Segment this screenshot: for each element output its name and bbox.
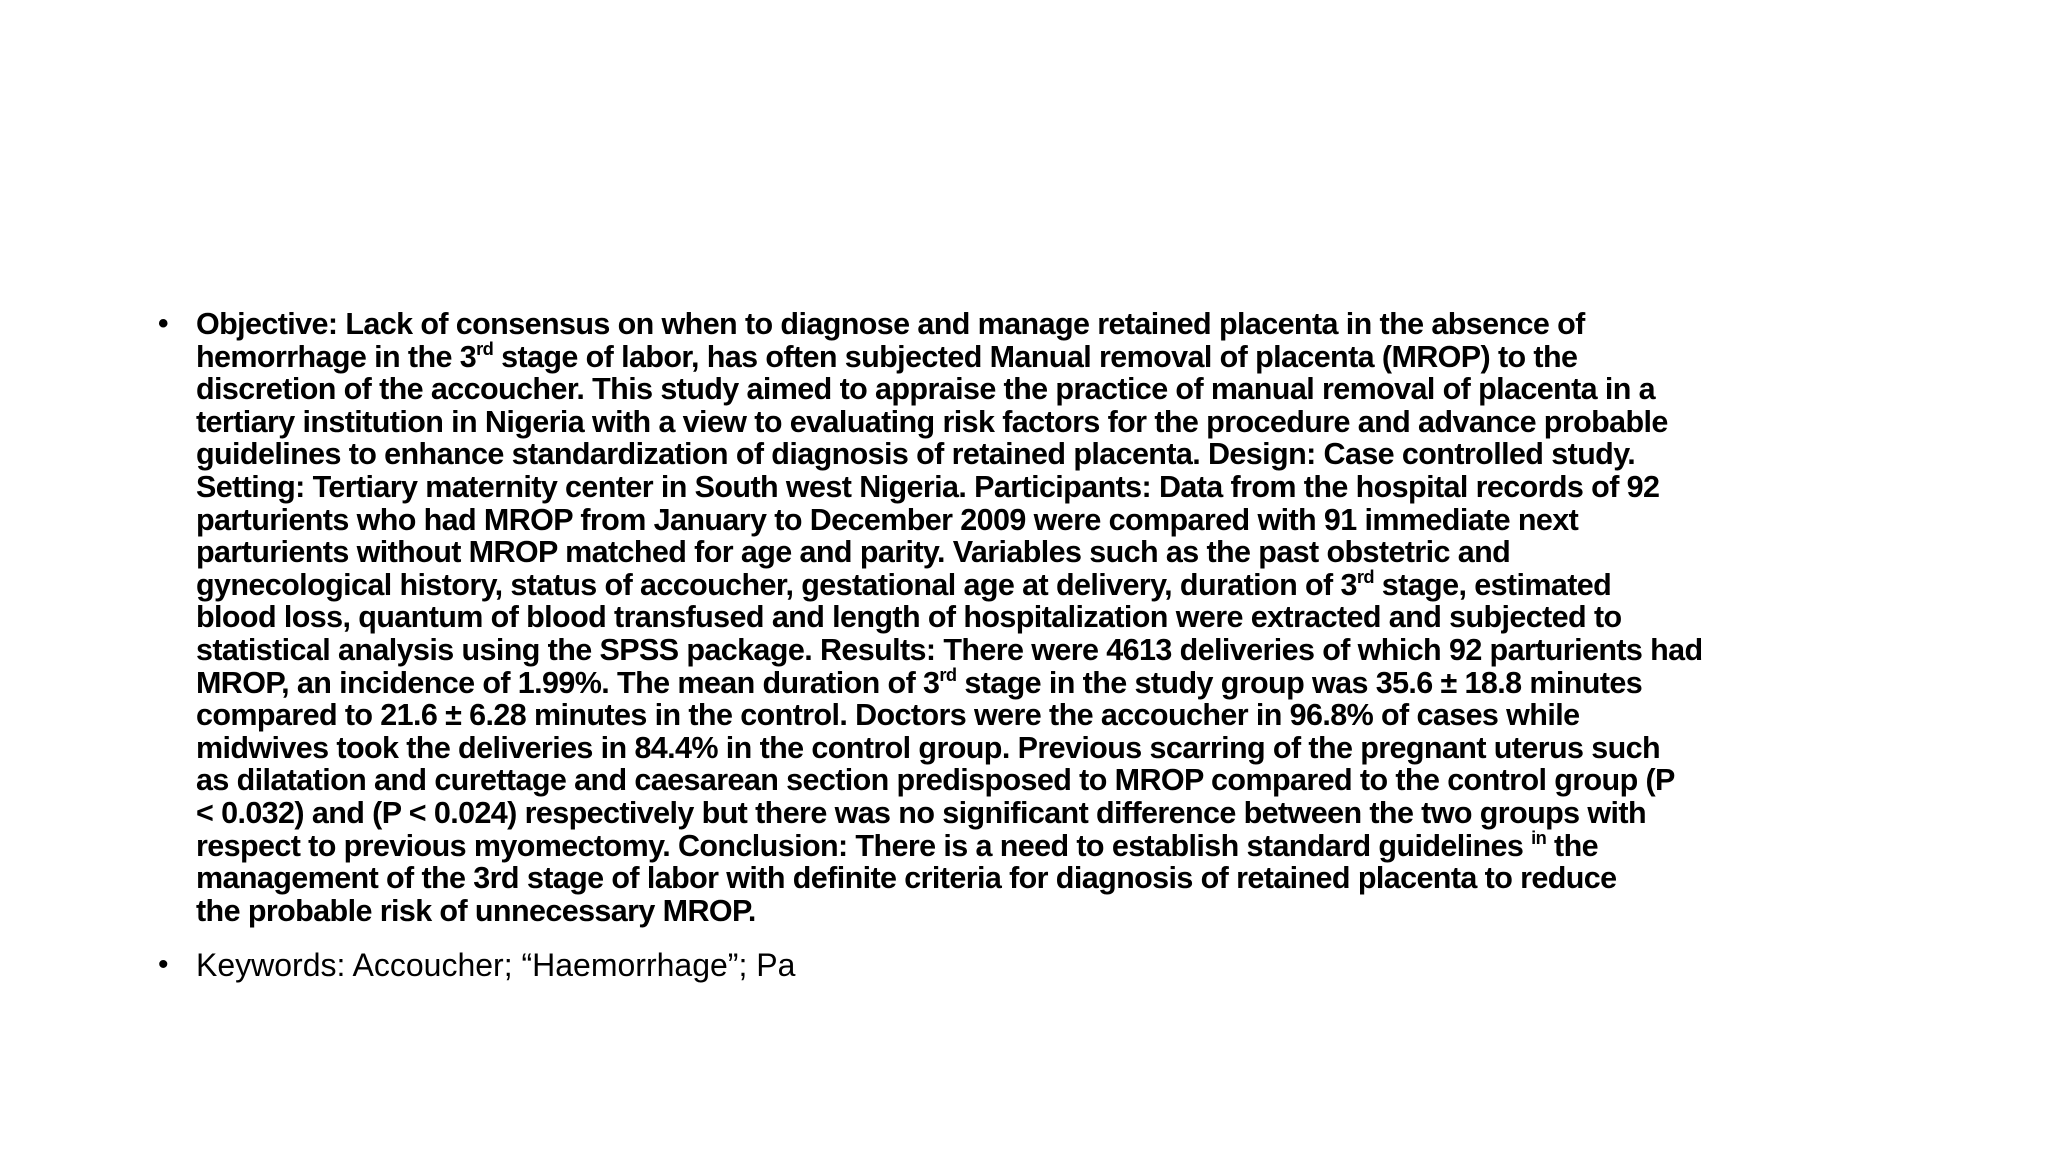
superscript: rd [939,663,957,685]
abstract-line: the probable risk of unnecessary MROP. [196,893,756,928]
abstract-line: Setting: Tertiary maternity center in South west Nigeria. Participants: Data from the hospital records of 92 [196,469,1660,504]
abstract-line: compared to 21.6 ± 6.28 minutes in the control. Doctors were the accoucher in 96.8% of cases while [196,698,1580,733]
bullet-marker: • [158,307,168,340]
abstract-line: management of the 3rd stage of labor with definite criteria for diagnosis of retained placenta to reduce [196,861,1617,896]
abstract-line: gynecological history, status of accoucher, gestational age at delivery, duration of 3rd stage, estimated [196,565,1612,602]
abstract-line: < 0.032) and (P < 0.024) respectively but there was no significant difference between the two groups with [196,795,1646,830]
abstract-line: Objective: Lack of consensus on when to diagnose and manage retained placenta in the absence of [196,307,1585,341]
abstract-text [196,308,1920,927]
abstract-line: midwives took the deliveries in 84.4% in the control group. Previous scarring of the pregnant uterus such [196,730,1661,765]
superscript: rd [1356,565,1374,587]
abstract-line: parturients without MROP matched for age and parity. Variables such as the past obstetric and [196,535,1511,570]
abstract-line: MROP, an incidence of 1.99%. The mean duration of 3rd stage in the study group was 35.6 ± 18.8 minutes [196,663,1643,700]
superscript: rd [476,337,494,359]
superscript: in [1531,826,1547,848]
slide-body [150,308,1920,985]
abstract-line: as dilatation and curettage and caesarean section predisposed to MROP compared to the control group (P [196,763,1675,798]
abstract-line: blood loss, quantum of blood transfused and length of hospitalization were extracted and subjected to [196,600,1622,635]
bullet-marker: • [158,948,169,982]
abstract-line: parturients who had MROP from January to December 2009 were compared with 91 immediate next [196,502,1579,537]
abstract-bullet [150,308,1920,927]
abstract-line: respect to previous myomectomy. Conclusion: There is a need to establish standard guidelines $^{in}$ the [196,826,1598,863]
abstract-line: discretion of the accoucher. This study aimed to appraise the practice of manual removal of placenta in a [196,372,1656,407]
abstract-line: statistical analysis using the SPSS package. Results: There were 4613 deliveries of which 92 parturients had [196,632,1703,667]
abstract-line: hemorrhage in the 3rd stage of labor, has often subjected Manual removal of placenta (MROP) to the [196,337,1578,374]
abstract-line: guidelines to enhance standardization of diagnosis of retained placenta. Design: Case controlled study. [196,437,1636,472]
keywords-bullet [150,945,1920,985]
abstract-line: tertiary institution in Nigeria with a view to evaluating risk factors for the procedure and advance probable [196,404,1668,439]
keywords-text: Keywords: Accoucher; “Haemorrhage”; Pa [196,947,796,984]
